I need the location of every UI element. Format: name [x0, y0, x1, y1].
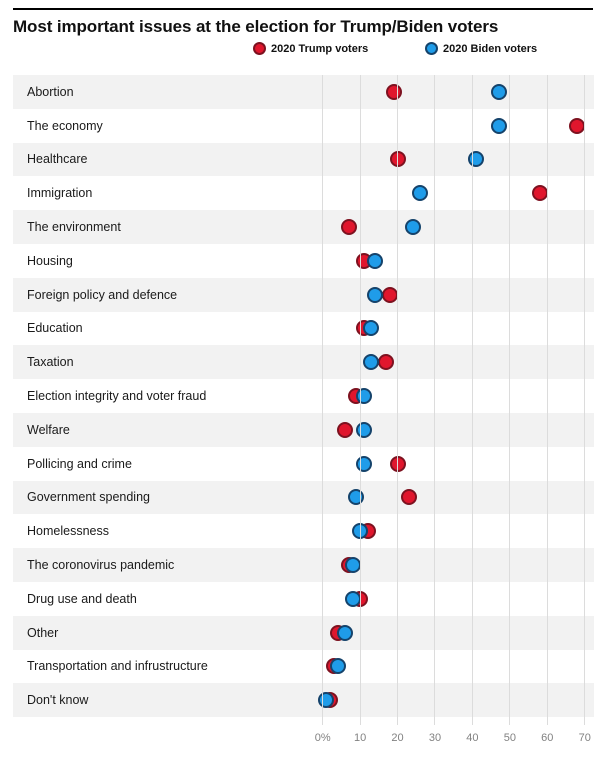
biden-dot — [345, 557, 361, 573]
category-label: Taxation — [27, 355, 74, 370]
chart-row — [13, 278, 594, 312]
trump-dot — [337, 422, 353, 438]
category-label: Healthcare — [27, 152, 88, 167]
biden-dot — [330, 658, 346, 674]
biden-dot — [356, 456, 372, 472]
category-label: Transportation and infrustructure — [27, 659, 208, 674]
x-gridline — [360, 75, 361, 725]
biden-dot — [356, 422, 372, 438]
category-label: Government spending — [27, 490, 150, 505]
category-label: The economy — [27, 118, 103, 133]
chart-row — [13, 312, 594, 346]
chart-row — [13, 650, 594, 684]
chart — [13, 75, 594, 745]
chart-row — [13, 582, 594, 616]
trump-legend-label: 2020 Trump voters — [271, 43, 369, 55]
biden-dot — [348, 489, 364, 505]
x-gridline — [547, 75, 548, 725]
category-label: Welfare — [27, 422, 70, 437]
category-label: Abortion — [27, 84, 74, 99]
chart-row — [13, 210, 594, 244]
page — [0, 8, 607, 745]
x-gridline — [434, 75, 435, 725]
trump-dot — [401, 489, 417, 505]
x-gridline — [584, 75, 585, 725]
x-gridline — [509, 75, 510, 725]
chart-row — [13, 683, 594, 717]
category-label: Other — [27, 625, 59, 640]
biden-dot — [367, 287, 383, 303]
biden-legend-dot-icon — [425, 42, 438, 55]
category-label: Immigration — [27, 186, 93, 201]
category-label: Pollicing and crime — [27, 456, 132, 471]
chart-row — [13, 345, 594, 379]
chart-row — [13, 548, 594, 582]
chart-row — [13, 75, 594, 109]
chart-row — [13, 143, 594, 177]
biden-dot — [367, 253, 383, 269]
biden-dot — [468, 151, 484, 167]
trump-dot — [386, 84, 402, 100]
x-tick-label: 70 — [578, 732, 591, 745]
x-tick-label: 10 — [354, 732, 367, 745]
category-label: Don't know — [27, 693, 89, 708]
chart-row — [13, 109, 594, 143]
trump-dot — [569, 118, 585, 134]
x-tick-label: 40 — [466, 732, 479, 745]
x-tick-label: 50 — [503, 732, 516, 745]
category-label: Drug use and death — [27, 591, 137, 606]
x-tick-label: 0% — [314, 732, 331, 745]
biden-dot — [405, 219, 421, 235]
biden-dot — [412, 185, 428, 201]
category-label: Homelessness — [27, 524, 109, 539]
category-label: Election integrity and voter fraud — [27, 389, 207, 404]
category-label: Foreign policy and defence — [27, 287, 178, 302]
biden-dot — [491, 118, 507, 134]
chart-row — [13, 447, 594, 481]
chart-row — [13, 616, 594, 650]
chart-title: Most important issues at the election for Trump/Biden voters — [13, 17, 499, 36]
trump-dot — [382, 287, 398, 303]
trump-dot — [341, 219, 357, 235]
category-label: The environment — [27, 220, 121, 235]
x-gridline — [472, 75, 473, 725]
chart-row — [13, 481, 594, 515]
legend — [13, 40, 594, 60]
x-tick-label: 20 — [391, 732, 404, 745]
biden-dot — [345, 591, 361, 607]
x-tick-label: 30 — [428, 732, 442, 745]
biden-legend-label: 2020 Biden voters — [443, 43, 538, 55]
trump-legend-dot-icon — [253, 42, 266, 55]
biden-dot — [491, 84, 507, 100]
biden-dot — [363, 320, 379, 336]
x-gridline — [397, 75, 398, 725]
chart-row — [13, 379, 594, 413]
top-rule — [13, 8, 593, 10]
biden-dot — [363, 354, 379, 370]
category-label: The coronovirus pandemic — [27, 558, 175, 573]
trump-dot — [532, 185, 548, 201]
chart-row — [13, 514, 594, 548]
biden-dot — [337, 625, 353, 641]
chart-rows — [13, 75, 594, 717]
chart-row — [13, 413, 594, 447]
biden-dot — [356, 388, 372, 404]
x-tick-label: 60 — [541, 732, 554, 745]
trump-dot — [378, 354, 394, 370]
chart-row — [13, 244, 594, 278]
category-label: Education — [27, 321, 83, 336]
chart-row — [13, 176, 594, 210]
x-gridline — [322, 75, 323, 725]
category-label: Housing — [27, 253, 73, 268]
